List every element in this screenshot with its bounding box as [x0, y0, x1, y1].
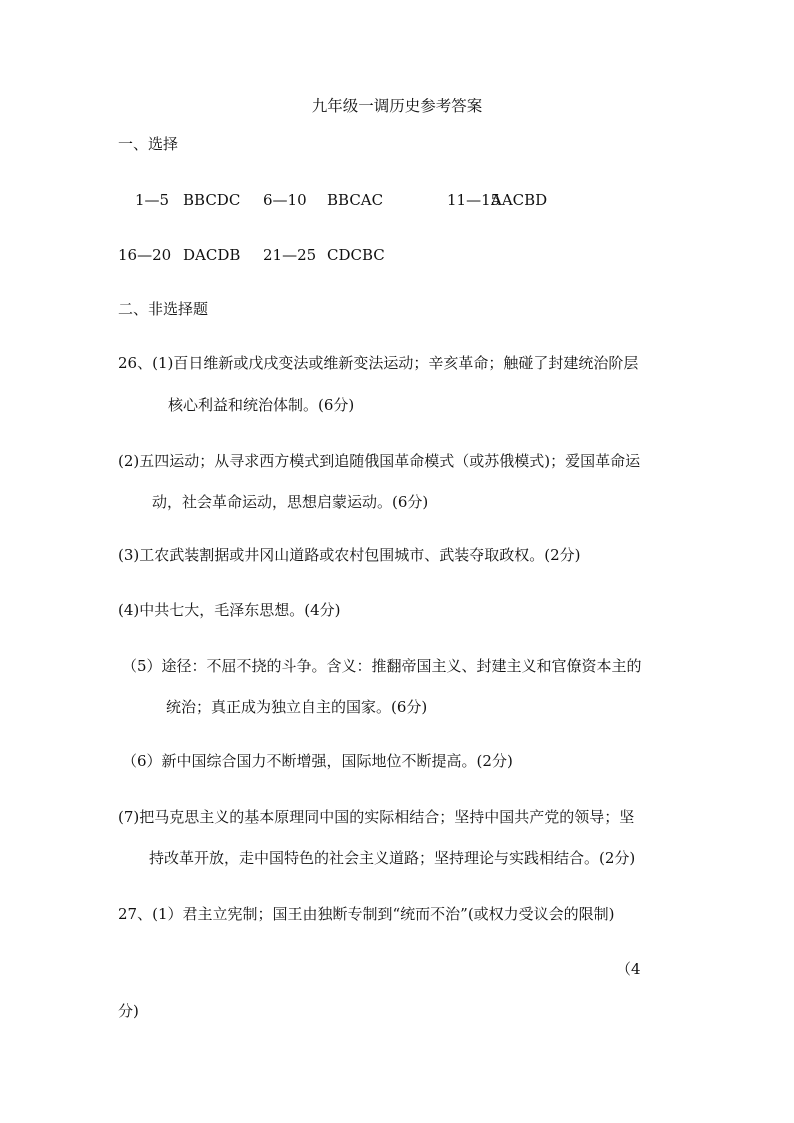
answer-26-5-line1: （5）途径：不屈不挠的斗争。含义：推翻帝国主义、封建主义和官僚资本主的 [122, 657, 642, 675]
mc-range-4: 16—20 [118, 246, 172, 264]
answer-26-1-line1: 26、(1)百日维新或戊戌变法或维新变法运动；辛亥革命；触碰了封建统治阶层 [118, 354, 639, 372]
answer-26-1-line2: 核心利益和统治体制。(6分) [168, 396, 355, 414]
answer-26-4: (4)中共七大，毛泽东思想。(4分) [118, 601, 341, 619]
mc-range-2: 6—10 [263, 191, 307, 209]
answer-26-5-line2: 统治；真正成为独立自主的国家。(6分) [166, 698, 428, 716]
answer-26-7-line2: 持改革开放，走中国特色的社会主义道路；坚持理论与实践相结合。(2分) [149, 849, 636, 867]
answer-26-2-line2: 动，社会革命运动，思想启蒙运动。(6分) [152, 493, 429, 511]
mc-answers-5: CDCBC [327, 246, 385, 264]
document-title: 九年级一调历史参考答案 [311, 97, 483, 115]
mc-answers-2: BBCAC [327, 191, 384, 209]
answer-26-2-line1: (2)五四运动；从寻求西方模式到追随俄国革命模式（或苏俄模式)；爱国革命运 [118, 452, 641, 470]
answer-27-1-line1: 27、(1）君主立宪制；国王由独断专制到“统而不治”(或权力受议会的限制) [118, 905, 615, 923]
mc-answers-1: BBCDC [183, 191, 241, 209]
answer-26-3: (3)工农武装割据或井冈山道路或农村包围城市、武装夺取政权。(2分) [118, 546, 581, 564]
answer-26-6: （6）新中国综合国力不断增强，国际地位不断提高。(2分) [122, 752, 513, 770]
mc-answers-4: DACDB [183, 246, 241, 264]
section-heading-choice: 一、选择 [118, 135, 179, 153]
mc-answers-3: AACBD [491, 191, 548, 209]
mc-range-3: 11—15 [447, 191, 501, 209]
answer-27-1-score-open: （4 [616, 960, 641, 978]
section-heading-non-choice: 二、非选择题 [118, 300, 209, 318]
mc-range-5: 21—25 [263, 246, 317, 264]
answer-27-1-score-close: 分) [118, 1002, 139, 1020]
answer-26-7-line1: (7)把马克思主义的基本原理同中国的实际相结合；坚持中国共产党的领导；坚 [118, 808, 635, 826]
mc-range-1: 1—5 [135, 191, 170, 209]
